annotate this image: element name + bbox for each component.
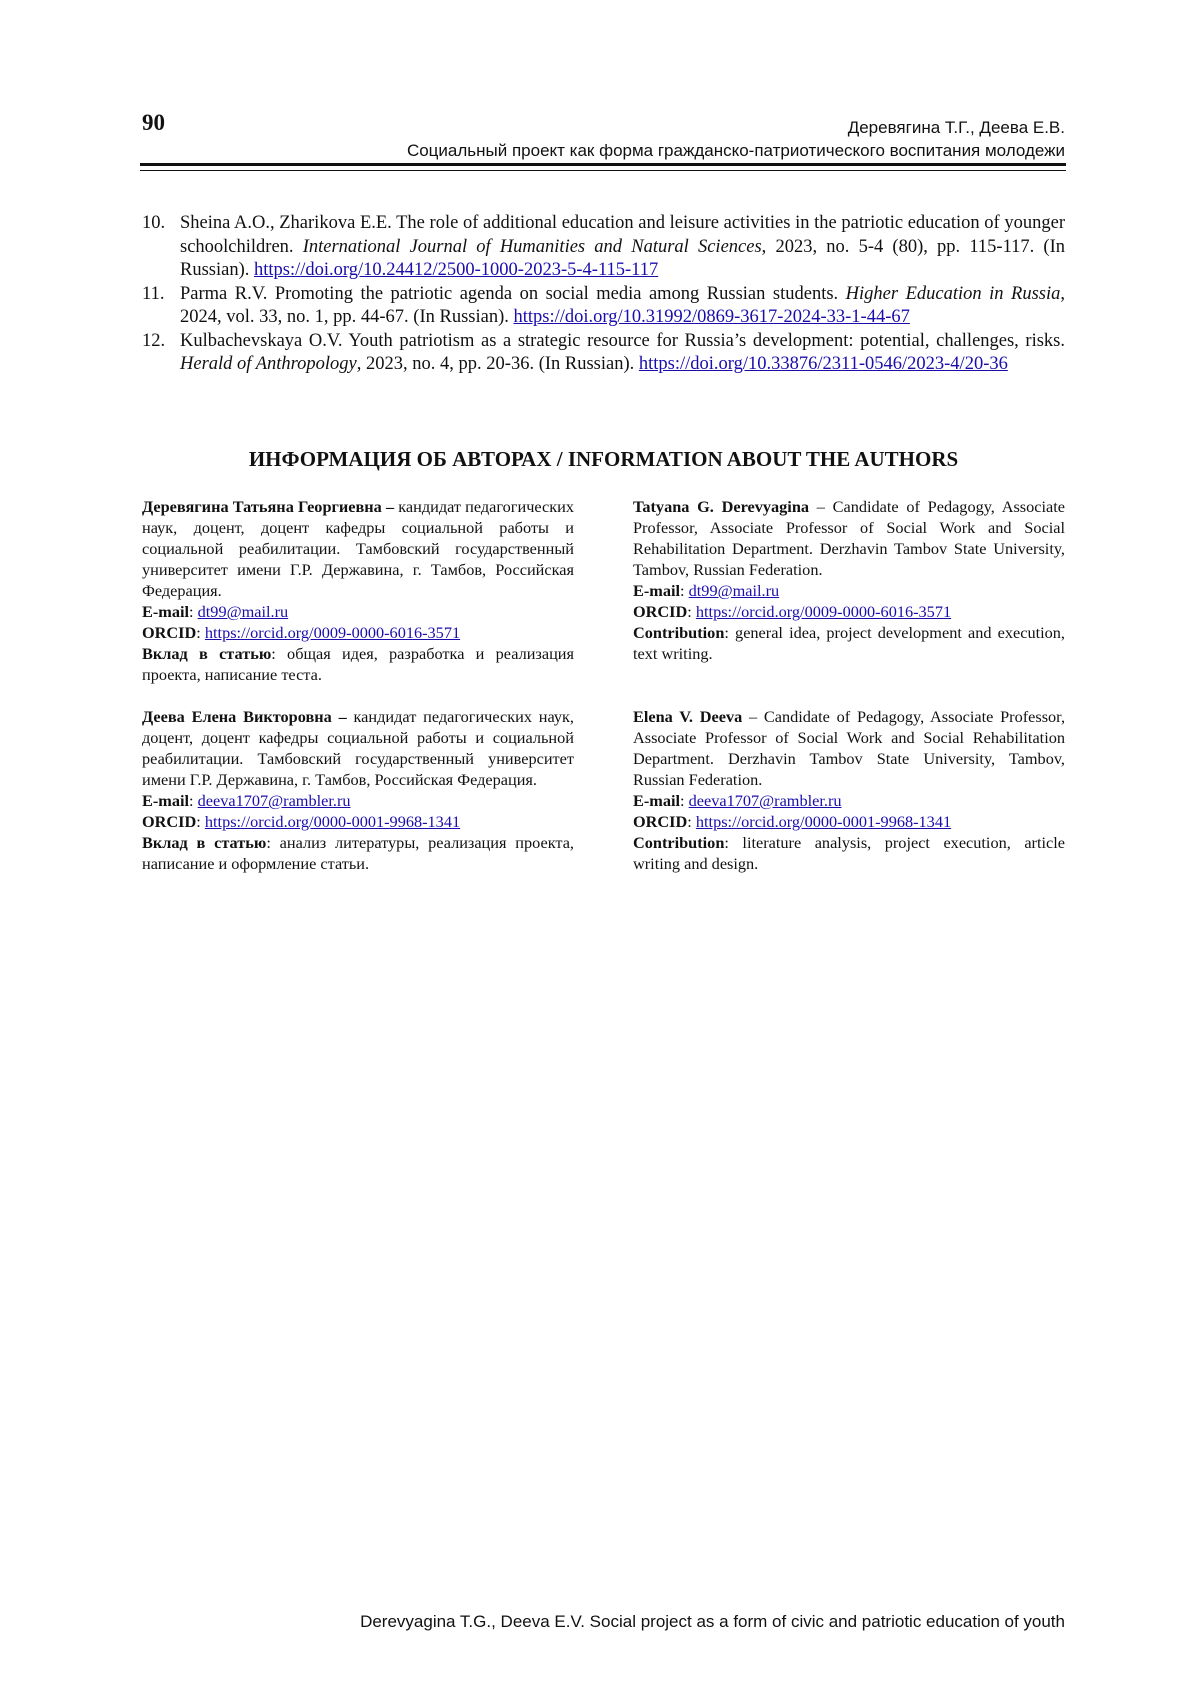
reference-journal: Herald of Anthropology — [180, 354, 357, 374]
reference-text: Kulbachevskaya O.V. Youth patriotism as a strategic resource for Russia’s development: potential, challenges, risks. — [180, 330, 1065, 351]
orcid-link[interactable]: https://orcid.org/0009-0000-6016-3571 — [204, 623, 461, 642]
orcid-label: ORCID — [633, 812, 688, 831]
contribution-label: Вклад в статью — [142, 644, 272, 663]
email-label: E-mail — [142, 602, 190, 621]
reference-number: 12. — [142, 330, 166, 351]
author-en-2: Elena V. Deeva – Candidate of Pedagogy, Associate Professor, Associate Professor of Social Work and Social Rehabilitation Department. Derzhavin Tambov State University, Tambov, Russian Federation. E-mail: deeva1707@rambler.ru ORCID: https://orcid.org/0000-0001-9968-1341 Contribution: literature analysis, project execution, article writing and design. — [633, 707, 1066, 873]
section-title: ИНФОРМАЦИЯ ОБ АВТОРАХ / INFORMATION ABOUT THE AUTHORS — [248, 447, 959, 471]
author-name: Деревягина Татьяна Георгиевна – — [142, 497, 395, 516]
reference-doi-link[interactable]: https://doi.org/10.24412/2500-1000-2023-5-4-115-117 — [254, 260, 659, 280]
running-header — [407, 116, 1065, 162]
reference-item — [142, 283, 1065, 330]
contribution-label: Contribution — [633, 833, 725, 852]
contribution-text: : general idea, project development and execution, text writing. — [633, 623, 1065, 663]
author-en-1: Tatyana G. Derevyagina – Candidate of Pedagogy, Associate Professor, Associate Professor of Social Work and Social Rehabilitation Department. Derzhavin Tambov State University, Tambov, Russian Federation. E-mail: dt99@mail.ru ORCID: https://orcid.org/0009-0000-6016-3571 Contribution: general idea, project development and execution, text writing. — [633, 497, 1066, 663]
author-bio: кандидат педагогических наук, доцент, доцент кафедры социальной работы и социальной реабилитации. Тамбовский государственный университет имени Г.Р. Державина, г. Тамбов, Российская Федерация. — [142, 707, 574, 789]
author-name: Деева Елена Викторовна – — [142, 707, 347, 726]
email-link[interactable]: deeva1707@rambler.ru — [688, 791, 842, 810]
orcid-label: ORCID — [142, 812, 197, 831]
reference-doi-link[interactable]: https://doi.org/10.31992/0869-3617-2024-33-1-44-67 — [513, 307, 910, 327]
header-rule-thick — [140, 163, 1066, 166]
orcid-label: ORCID — [633, 602, 688, 621]
page-number: 90 — [142, 110, 165, 135]
reference-text: Parma R.V. Promoting the patriotic agenda on social media among Russian students. — [180, 283, 846, 304]
email-link[interactable]: deeva1707@rambler.ru — [197, 791, 351, 810]
reference-doi-link[interactable]: https://doi.org/10.33876/2311-0546/2023-4/20-36 — [638, 354, 1008, 374]
contribution-text: : анализ литературы, реализация проекта, написание и оформление статьи. — [142, 833, 574, 873]
email-label: E-mail — [142, 791, 190, 810]
author-name: Tatyana G. Derevyagina — [633, 497, 810, 516]
contribution-label: Вклад в статью — [142, 833, 267, 852]
orcid-label: ORCID — [142, 623, 197, 642]
author-ru-2: Деева Елена Викторовна – кандидат педагогических наук, доцент, доцент кафедры социальной работы и социальной реабилитации. Тамбовский государственный университет имени Г.Р. Державина, г. Тамбов, Российская Федерация. E-mail: deeva1707@rambler.ru ORCID: https://orcid.org/0000-0001-9968-1341 Вклад в статью: анализ литературы, реализация проекта, написание и оформление статьи. — [142, 707, 574, 873]
reference-number: 11. — [142, 283, 165, 304]
reference-item — [142, 212, 1065, 283]
reference-journal: International Journal of Humanities and Natural Sciences — [302, 236, 762, 257]
author-name: Elena V. Deeva — [633, 707, 743, 726]
page-header — [142, 106, 1065, 166]
author-bio: – Candidate of Pedagogy, Associate Professor, Associate Professor of Social Work and Social Rehabilitation Department. Derzhavin Tambov State University, Tambov, Russian Federation. — [633, 707, 1066, 789]
orcid-link[interactable]: https://orcid.org/0009-0000-6016-3571 — [695, 602, 952, 621]
reference-list — [142, 212, 1065, 377]
author-bio: – Candidate of Pedagogy, Associate Professor, Associate Professor of Social Work and Social Rehabilitation Department. Derzhavin Tambov State University, Tambov, Russian Federation. — [633, 497, 1066, 579]
email-label: E-mail — [633, 791, 681, 810]
reference-details: , 2023, no. 4, pp. 20-36. (In Russian). — [356, 354, 639, 374]
orcid-link[interactable]: https://orcid.org/0000-0001-9968-1341 — [204, 812, 461, 831]
header-rule-thin — [140, 170, 1066, 171]
orcid-link[interactable]: https://orcid.org/0000-0001-9968-1341 — [695, 812, 952, 831]
contribution-text: : общая идея, разработка и реализация проекта, написание теста. — [142, 644, 574, 684]
running-header-title: Социальный проект как форма гражданско-патриотического воспитания молодежи — [406, 141, 1065, 160]
reference-details: , 2023, no. 5-4 (80), pp. 115-117. (In Russian). — [180, 236, 1066, 280]
author-ru-1: Деревягина Татьяна Георгиевна – кандидат педагогических наук, доцент, доцент кафедры социальной работы и социальной реабилитации. Тамбовский государственный университет имени Г.Р. Державина, г. Тамбов, Российская Федерация. E-mail: dt99@mail.ru ORCID: https://orcid.org/0009-0000-6016-3571 Вклад в статью: общая идея, разработка и реализация проекта, написание теста. — [142, 497, 575, 684]
email-link[interactable]: dt99@mail.ru — [197, 602, 289, 621]
email-link[interactable]: dt99@mail.ru — [688, 581, 780, 600]
reference-number: 10. — [142, 213, 166, 233]
reference-journal: Higher Education in Russia — [845, 283, 1061, 304]
contribution-text: : literature analysis, project execution, article writing and design. — [633, 833, 1065, 873]
reference-text: Sheina A.O., Zharikova E.E. The role of additional education and leisure activities in the patriotic education of younger schoolchildren. — [180, 213, 1065, 257]
reference-item — [142, 330, 1065, 377]
page-footer: Derevyagina T.G., Deeva E.V. Social project as a form of civic and patriotic education of youth — [360, 1612, 1065, 1631]
reference-details: , 2024, vol. 33, no. 1, pp. 44-67. (In Russian). — [180, 283, 1065, 327]
email-label: E-mail — [633, 581, 681, 600]
running-header-authors: Деревягина Т.Г., Деева Е.В. — [847, 118, 1065, 137]
contribution-label: Contribution — [633, 623, 725, 642]
author-bio: кандидат педагогических наук, доцент, доцент кафедры социальной работы и социальной реабилитации. Тамбовский государственный университет имени Г.Р. Державина, г. Тамбов, Российская Федерация. — [142, 497, 575, 600]
